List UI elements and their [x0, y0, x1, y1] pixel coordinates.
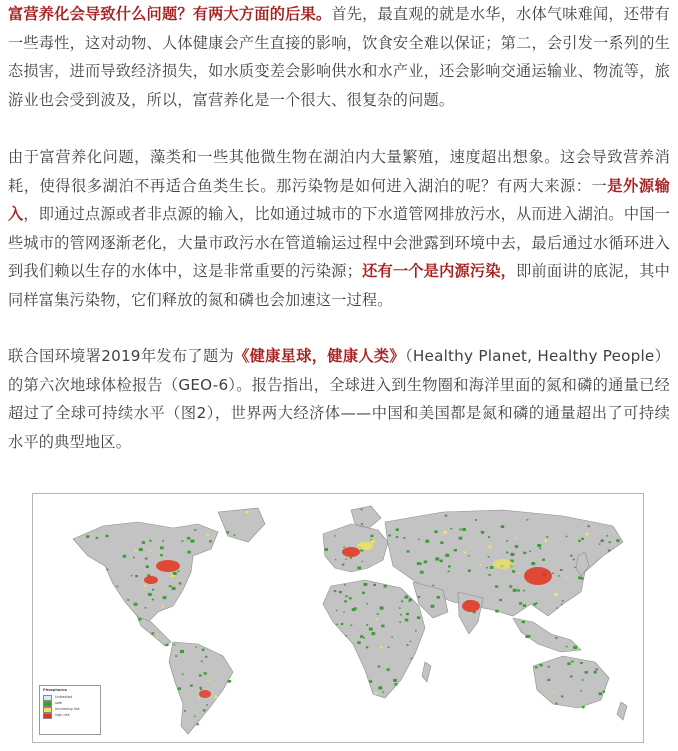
safe-area-speck — [162, 606, 164, 608]
high-risk-area-usa-south — [144, 576, 158, 584]
safe-area-speck — [417, 616, 420, 619]
safe-area-speck — [555, 637, 557, 639]
safe-area-speck — [495, 610, 498, 613]
safe-area-speck — [585, 671, 588, 674]
safe-area-speck — [415, 630, 417, 631]
safe-area-speck — [377, 613, 379, 615]
safe-area-speck — [173, 572, 177, 575]
safe-area-speck — [190, 684, 193, 686]
safe-area-speck — [187, 551, 190, 554]
safe-area-speck — [378, 666, 380, 668]
safe-area-speck — [558, 575, 560, 576]
safe-area-speck — [435, 557, 439, 560]
high-risk-area-china — [524, 567, 552, 585]
safe-area-speck — [160, 554, 163, 556]
safe-area-speck — [178, 687, 181, 690]
safe-area-speck — [521, 621, 523, 622]
land-africa — [323, 580, 425, 698]
safe-area-speck — [152, 589, 154, 591]
safe-area-speck — [599, 543, 601, 544]
safe-area-speck — [234, 534, 236, 535]
safe-area-speck — [335, 559, 337, 560]
highlight-question: 富营养化会导致什么问题？有两大方面的后果。 — [8, 5, 332, 23]
safe-area-speck — [131, 575, 133, 576]
safe-area-speck — [517, 589, 520, 591]
safe-area-speck — [203, 709, 206, 711]
safe-area-speck — [391, 636, 393, 637]
safe-area-speck — [380, 646, 382, 648]
safe-area-speck — [595, 668, 598, 670]
safe-area-speck — [554, 593, 558, 596]
safe-area-speck — [162, 540, 164, 542]
safe-area-speck — [578, 540, 581, 542]
safe-area-speck — [475, 519, 477, 521]
safe-area-speck — [334, 535, 336, 536]
safe-area-speck — [156, 637, 158, 639]
safe-area-speck — [190, 540, 194, 543]
safe-area-speck — [420, 571, 424, 574]
safe-area-speck — [208, 680, 210, 681]
safe-area-speck — [580, 690, 582, 691]
safe-area-speck — [437, 596, 440, 599]
safe-area-speck — [544, 539, 547, 541]
safe-area-speck — [205, 656, 207, 658]
legend-label: safe — [55, 700, 63, 705]
safe-area-speck — [463, 551, 466, 553]
safe-area-speck — [361, 509, 363, 511]
safe-area-speck — [106, 535, 109, 537]
safe-area-speck — [523, 552, 526, 554]
safe-area-speck — [354, 607, 357, 609]
safe-area-speck — [567, 662, 570, 665]
high-risk-area-brazil — [199, 690, 211, 698]
safe-area-speck — [344, 600, 347, 602]
safe-area-speck — [384, 585, 387, 588]
safe-area-speck — [406, 613, 409, 615]
safe-area-speck — [202, 649, 205, 651]
safe-area-speck — [343, 611, 345, 612]
safe-area-speck — [529, 551, 531, 552]
safe-area-speck — [341, 623, 344, 625]
safe-area-speck — [459, 529, 461, 531]
safe-area-speck — [570, 675, 573, 677]
safe-area-speck — [116, 586, 118, 588]
safe-area-speck — [401, 600, 403, 602]
safe-area-speck — [394, 683, 397, 685]
safe-area-speck — [440, 541, 443, 544]
safe-area-speck — [357, 566, 361, 569]
safe-area-speck — [468, 570, 471, 572]
safe-area-speck — [187, 537, 190, 540]
safe-area-speck — [488, 574, 490, 576]
safe-area-speck — [468, 555, 470, 556]
safe-area-speck — [450, 528, 452, 530]
land-greenland — [218, 508, 265, 542]
safe-area-speck — [418, 539, 420, 540]
safe-area-speck — [587, 525, 589, 527]
safe-area-speck — [169, 585, 172, 587]
paragraph-text: 联合国环境署2019年发布了题为 — [8, 347, 235, 365]
safe-area-speck — [536, 602, 538, 604]
safe-area-speck — [571, 661, 573, 663]
safe-area-speck — [523, 604, 526, 607]
safe-area-speck — [371, 540, 375, 543]
safe-area-speck — [184, 710, 186, 712]
safe-area-speck — [201, 661, 203, 663]
safe-area-speck — [133, 557, 135, 558]
safe-area-speck — [166, 644, 169, 646]
safe-area-speck — [448, 565, 451, 567]
safe-area-speck — [542, 559, 545, 561]
safe-area-speck — [535, 666, 538, 668]
safe-area-speck — [177, 570, 179, 572]
legend-items — [43, 695, 97, 719]
safe-area-speck — [527, 519, 529, 520]
safe-area-speck — [548, 666, 550, 668]
safe-area-speck — [411, 658, 413, 659]
safe-area-speck — [366, 603, 368, 604]
safe-area-speck — [207, 534, 209, 536]
highlight-internal-source: 还有一个是内源污染， — [362, 262, 517, 280]
safe-area-speck — [163, 596, 167, 599]
safe-area-speck — [488, 536, 490, 538]
safe-area-speck — [602, 691, 605, 693]
safe-area-speck — [209, 540, 212, 542]
legend-swatch — [43, 713, 52, 719]
safe-area-speck — [432, 585, 434, 587]
high-risk-area-europe — [342, 547, 360, 557]
safe-area-speck — [350, 624, 352, 625]
map-legend — [39, 685, 101, 735]
safe-area-speck — [481, 531, 484, 534]
safe-area-speck — [345, 559, 347, 560]
safe-area-speck — [566, 536, 568, 537]
safe-area-speck — [145, 607, 147, 608]
safe-area-speck — [334, 590, 337, 592]
safe-area-speck — [601, 539, 604, 542]
safe-area-speck — [195, 647, 197, 648]
safe-area-speck — [362, 561, 364, 562]
safe-area-speck — [445, 515, 447, 517]
land-madagascar — [422, 662, 431, 682]
safe-area-speck — [407, 550, 410, 552]
highlight-report-title: 《健康星球，健康人类》 — [234, 347, 405, 365]
safe-area-speck — [488, 556, 490, 557]
safe-area-speck — [160, 546, 164, 549]
safe-area-speck — [539, 548, 541, 550]
safe-area-speck — [489, 546, 492, 549]
safe-area-speck — [343, 547, 345, 548]
land-north-america — [73, 522, 218, 622]
paragraph-geo6-report — [8, 342, 670, 456]
safe-area-speck — [510, 553, 514, 556]
safe-area-speck — [123, 555, 126, 558]
safe-area-speck — [512, 570, 515, 573]
increasing-risk-area-asia — [493, 559, 513, 569]
safe-area-speck — [376, 618, 378, 620]
safe-area-speck — [369, 627, 373, 630]
safe-area-speck — [135, 550, 137, 552]
safe-area-speck — [134, 603, 138, 606]
safe-area-speck — [342, 564, 345, 566]
safe-area-speck — [540, 664, 543, 666]
safe-area-speck — [552, 573, 554, 574]
safe-area-speck — [96, 537, 99, 539]
safe-area-speck — [445, 554, 449, 557]
safe-area-speck — [525, 635, 529, 638]
safe-area-speck — [375, 692, 378, 694]
safe-area-speck — [194, 716, 196, 717]
safe-area-speck — [366, 624, 368, 626]
safe-area-speck — [546, 536, 548, 538]
safe-area-speck — [547, 679, 550, 681]
safe-area-speck — [146, 565, 149, 568]
safe-area-speck — [148, 593, 152, 596]
safe-area-speck — [403, 537, 405, 539]
safe-area-speck — [149, 540, 151, 542]
safe-area-speck — [324, 548, 328, 551]
safe-area-speck — [506, 540, 508, 542]
safe-area-speck — [440, 560, 443, 563]
paragraph-text: 由于富营养化问题，藻类和一些其他微生物在湖泊内大量繁殖，速度超出想象。这会导致营养消耗，使得很多湖泊不再适合鱼类生长。那污染物是如何进入湖泊的呢？有两大来源：一 — [8, 148, 670, 195]
safe-area-speck — [405, 619, 408, 622]
safe-area-speck — [373, 584, 376, 586]
safe-area-speck — [462, 528, 466, 531]
paragraph-text: ，即通过点源或者非点源的输入，比如通过城市的下水道管网排放污水，从而进入湖泊。中国一些城市的管网逐渐老化，大量市政污水在管道输运过程中会泄露到环境中去，最后通过水循环进入到我们赖以生存的水体中，这是非常重要的污染源； — [8, 205, 671, 280]
safe-area-speck — [149, 550, 151, 552]
safe-area-speck — [182, 673, 184, 674]
safe-area-speck — [408, 601, 410, 602]
safe-area-speck — [361, 523, 363, 525]
safe-area-speck — [566, 646, 568, 647]
safe-area-speck — [135, 575, 138, 577]
safe-area-speck — [175, 655, 177, 657]
safe-area-speck — [537, 544, 541, 547]
safe-area-speck — [200, 689, 202, 691]
safe-area-speck — [480, 564, 482, 565]
safe-area-speck — [86, 535, 89, 538]
safe-area-speck — [513, 589, 517, 592]
safe-area-speck — [138, 618, 141, 620]
safe-area-speck — [561, 604, 563, 605]
safe-area-speck — [206, 704, 208, 705]
safe-area-speck — [349, 597, 352, 599]
safe-area-speck — [581, 538, 584, 540]
safe-area-speck — [381, 625, 384, 628]
safe-area-speck — [360, 635, 363, 638]
safe-area-speck — [364, 583, 368, 586]
safe-area-speck — [336, 610, 338, 611]
safe-area-speck — [561, 695, 563, 697]
paragraph-text: （Healthy Planet, Healthy People）的第六次地球体检报告（GEO-6）。报告指出，全球进入到生物圈和海洋里面的氮和磷的通量已经超过了全球可持续水平（图2），世界两大经济体——中国和美国都是氮和磷的通量超出了可持续水平的典型地区。 — [8, 347, 671, 451]
land-central-america — [137, 616, 171, 646]
safe-area-speck — [582, 679, 584, 680]
highlight-external-source: 是外源输入 — [8, 176, 670, 223]
safe-area-speck — [339, 591, 342, 593]
safe-area-speck — [382, 691, 384, 692]
safe-area-speck — [228, 680, 231, 683]
safe-area-speck — [378, 686, 382, 689]
safe-area-speck — [556, 607, 558, 608]
increasing-risk-area-europe — [357, 542, 373, 550]
safe-area-speck — [387, 668, 390, 671]
safe-area-speck — [519, 602, 522, 604]
land-new-zealand — [617, 702, 627, 720]
safe-area-speck — [506, 551, 508, 553]
paragraph-pollution-sources — [8, 143, 670, 314]
legend-label: Untreated — [55, 694, 73, 699]
legend-label: Increasing risk — [55, 706, 80, 711]
safe-area-speck — [372, 632, 376, 635]
safe-area-speck — [174, 644, 176, 645]
safe-area-speck — [609, 541, 611, 543]
safe-area-speck — [214, 696, 217, 698]
safe-area-speck — [399, 607, 401, 608]
legend-title: Phosphorus — [43, 688, 67, 692]
safe-area-speck — [180, 650, 184, 653]
safe-area-speck — [431, 605, 435, 608]
safe-area-speck — [369, 680, 372, 683]
safe-area-speck — [509, 585, 512, 587]
safe-area-speck — [400, 614, 402, 615]
safe-area-speck — [350, 557, 352, 559]
safe-area-speck — [531, 562, 535, 565]
safe-area-speck — [396, 528, 399, 531]
safe-area-speck — [459, 537, 463, 540]
safe-area-speck — [425, 540, 429, 543]
safe-area-speck — [599, 692, 602, 695]
safe-area-speck — [144, 585, 146, 587]
safe-area-speck — [573, 646, 577, 649]
legend-label: high risk — [55, 712, 70, 717]
safe-area-speck — [560, 569, 562, 571]
safe-area-speck — [582, 706, 585, 708]
safe-area-speck — [434, 530, 437, 533]
safe-area-speck — [151, 632, 154, 634]
safe-area-speck — [417, 562, 421, 565]
safe-area-speck — [594, 671, 597, 673]
phosphorus-world-map-figure — [32, 493, 644, 743]
safe-area-speck — [345, 595, 347, 597]
paragraph-text: 首先，最直观的就是水华，水体气味难闻，还带有一些毒性，这对动物、人体健康会产生直接的影响，饮食安全难以保证；第二，会引发一系列的生态损害，进而导致经济损失，如水质变差会影响供水和水产业，还会影响交通运输业、物流等，旅游业也会受到波及，所以，富营养化是一个很大、很复杂的问题。 — [8, 5, 671, 109]
safe-area-speck — [396, 536, 398, 538]
safe-area-speck — [616, 539, 619, 542]
safe-area-speck — [181, 540, 183, 542]
safe-area-speck — [336, 624, 338, 625]
safe-area-speck — [424, 561, 427, 564]
safe-area-speck — [152, 599, 154, 601]
safe-area-speck — [486, 567, 488, 568]
safe-area-speck — [565, 577, 567, 578]
safe-area-speck — [344, 584, 346, 585]
safe-area-speck — [454, 549, 457, 552]
safe-area-speck — [380, 606, 384, 609]
safe-area-speck — [199, 674, 202, 676]
land-india — [458, 592, 483, 634]
safe-area-speck — [499, 599, 502, 601]
safe-area-speck — [555, 703, 557, 705]
safe-area-speck — [573, 559, 575, 561]
safe-area-speck — [172, 587, 176, 590]
safe-area-speck — [388, 647, 390, 648]
safe-area-speck — [410, 641, 412, 642]
safe-area-speck — [196, 723, 198, 725]
safe-area-speck — [443, 531, 447, 534]
safe-area-speck — [562, 600, 564, 601]
high-risk-area-usa — [156, 560, 180, 572]
safe-area-speck — [606, 535, 608, 536]
safe-area-speck — [345, 635, 347, 636]
safe-area-speck — [448, 571, 450, 573]
paragraph-consequences — [8, 0, 670, 114]
safe-area-speck — [495, 585, 498, 587]
safe-area-speck — [585, 533, 588, 536]
safe-area-speck — [388, 534, 390, 536]
high-risk-area-india — [462, 600, 480, 612]
safe-area-speck — [179, 582, 182, 584]
safe-area-speck — [362, 592, 365, 594]
safe-area-speck — [523, 590, 525, 592]
safe-area-speck — [142, 541, 145, 544]
safe-area-speck — [366, 646, 368, 648]
safe-area-speck — [406, 644, 408, 646]
safe-area-speck — [194, 529, 196, 531]
safe-area-speck — [580, 662, 583, 664]
safe-area-speck — [554, 692, 556, 693]
safe-area-speck — [199, 687, 201, 689]
safe-area-speck — [490, 566, 494, 569]
safe-area-speck — [501, 525, 504, 528]
safe-area-speck — [515, 537, 517, 539]
safe-area-speck — [127, 599, 129, 601]
safe-area-speck — [107, 569, 109, 571]
legend-item — [43, 713, 97, 719]
safe-area-speck — [246, 511, 249, 513]
safe-area-speck — [370, 535, 373, 537]
paragraph-text: 即前面讲的底泥，其中同样富集污染物，它们释放的氮和磷也会加速这一过程。 — [8, 262, 671, 309]
safe-area-speck — [574, 567, 576, 568]
safe-area-speck — [198, 697, 200, 699]
continents — [73, 506, 627, 734]
safe-area-speck — [139, 548, 143, 551]
safe-area-speck — [399, 621, 401, 622]
safe-area-speck — [204, 672, 207, 674]
safe-area-speck — [519, 572, 521, 573]
safe-area-speck — [570, 555, 572, 557]
safe-area-speck — [226, 531, 229, 533]
safe-area-speck — [357, 641, 360, 644]
safe-area-speck — [404, 595, 408, 598]
safe-area-speck — [515, 545, 518, 548]
safe-area-speck — [608, 550, 611, 552]
safe-area-speck — [393, 679, 397, 682]
safe-area-speck — [418, 596, 420, 598]
safe-area-speck — [145, 557, 148, 559]
safe-area-speck — [580, 577, 583, 579]
world-map — [33, 494, 643, 742]
land-australia — [533, 656, 609, 708]
safe-area-speck — [133, 608, 135, 609]
